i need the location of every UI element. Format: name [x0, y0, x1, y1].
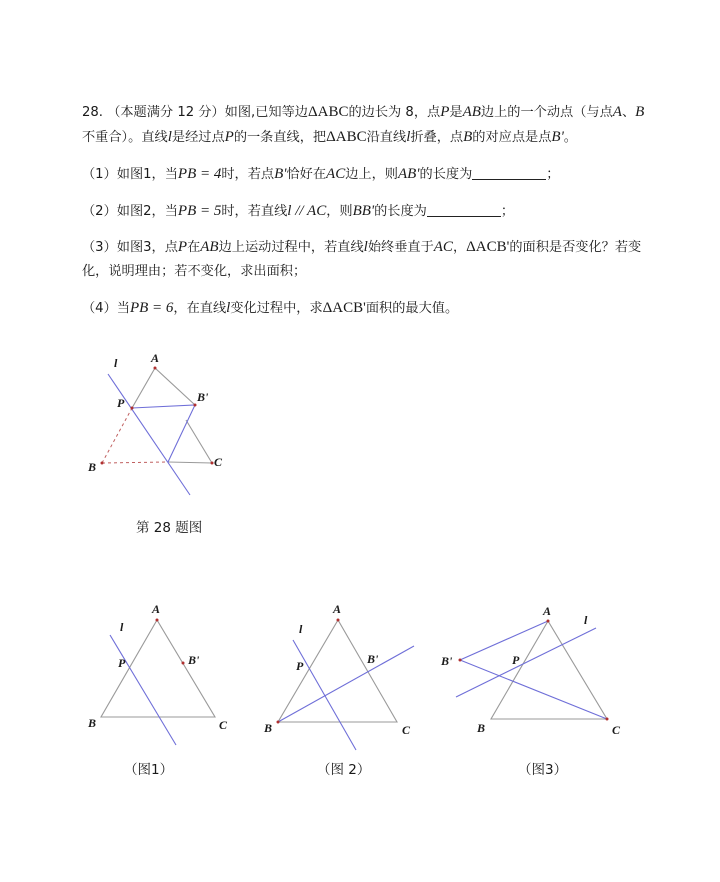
figure-2-caption: （图 2）: [317, 762, 371, 778]
fig2-label-b: B: [264, 721, 273, 735]
fig2-label-a: A: [333, 602, 342, 616]
main-label-c: C: [214, 455, 223, 469]
fig3-triangle: [491, 621, 607, 719]
fig3-point-a: [547, 620, 550, 623]
main-triangle-upper-edge: [132, 368, 195, 408]
fig1-point-a: [156, 619, 159, 622]
main-fold-line-l: [108, 374, 190, 495]
problem-statement: 28. （本题满分 12 分）如图,已知等边ΔABC的边长为 8，点P是AB边上的一个动点（与点A、B不重合）。直线l是经过点P的一条直线，把ΔABC沿直线l折叠，点B的对应点是点B'。: [82, 104, 645, 145]
main-point-p: [131, 407, 134, 410]
main-label-p: P: [117, 396, 125, 410]
fig3-label-p: P: [512, 653, 520, 667]
main-triangle-right-edge: [186, 420, 212, 463]
figure-1-caption: （图1）: [124, 762, 174, 778]
main-folded-triangle: [132, 405, 195, 462]
fig3-triangle-acbp: [460, 621, 607, 719]
fig3-label-c: C: [612, 723, 621, 737]
fig3-label-l: l: [584, 613, 588, 627]
main-dashed-pb: [102, 408, 132, 463]
fig3-label-bp: B': [441, 654, 453, 668]
fig1-label-a: A: [152, 602, 161, 616]
fig1-label-p: P: [118, 656, 126, 670]
fig2-point-b: [277, 721, 280, 724]
fig2-point-a: [337, 619, 340, 622]
figure-3-caption: （图3）: [518, 762, 568, 778]
main-label-b: B: [88, 460, 97, 474]
fig1-label-b: B: [88, 716, 97, 730]
main-point-a: [154, 367, 157, 370]
question-1: （1）如图1，当PB = 4时，若点B'恰好在AC边上，则AB'的长度为 ；: [82, 166, 560, 182]
fig2-label-c: C: [402, 723, 411, 737]
fig3-point-bp: [459, 659, 462, 662]
main-label-a: A: [151, 351, 160, 365]
fig2-segment-bbp: [278, 646, 414, 722]
fig2-label-bp: B': [367, 652, 379, 666]
main-label-l: l: [114, 356, 118, 370]
fig1-label-bp: B': [188, 653, 200, 667]
fig2-label-l: l: [299, 622, 303, 636]
question-3: （3）如图3，点P在AB边上运动过程中，若直线l始终垂直于AC，ΔACB'的面积是否变化？若变化，说明理由；若不变化，求出面积；: [82, 239, 642, 279]
fig2-label-p: P: [296, 659, 304, 673]
figure-3: [440, 604, 621, 737]
question-2: （2）如图2，当PB = 5时，若直线l // AC，则BB'的长度为 ；: [82, 203, 515, 219]
main-point-b: [101, 462, 104, 465]
fig1-label-l: l: [120, 620, 124, 634]
fig1-label-c: C: [219, 718, 228, 732]
fig3-point-c: [606, 718, 609, 721]
main-figure-caption: 第 28 题图: [136, 520, 203, 536]
main-figure: [87, 351, 223, 495]
fig2-fold-line-l: [293, 640, 356, 750]
fig3-label-b: B: [477, 721, 486, 735]
figure-2: [263, 602, 414, 750]
figure-1: [87, 602, 228, 745]
main-label-bp: B': [197, 390, 209, 404]
question-4: （4）当PB = 6，在直线l变化过程中，求ΔACB'面积的最大值。: [82, 300, 459, 316]
fig1-fold-line-l: [110, 635, 176, 745]
fig3-label-a: A: [543, 604, 552, 618]
main-triangle-base: [168, 462, 212, 463]
main-dashed-base: [102, 462, 168, 463]
fig1-point-bp: [182, 662, 185, 665]
